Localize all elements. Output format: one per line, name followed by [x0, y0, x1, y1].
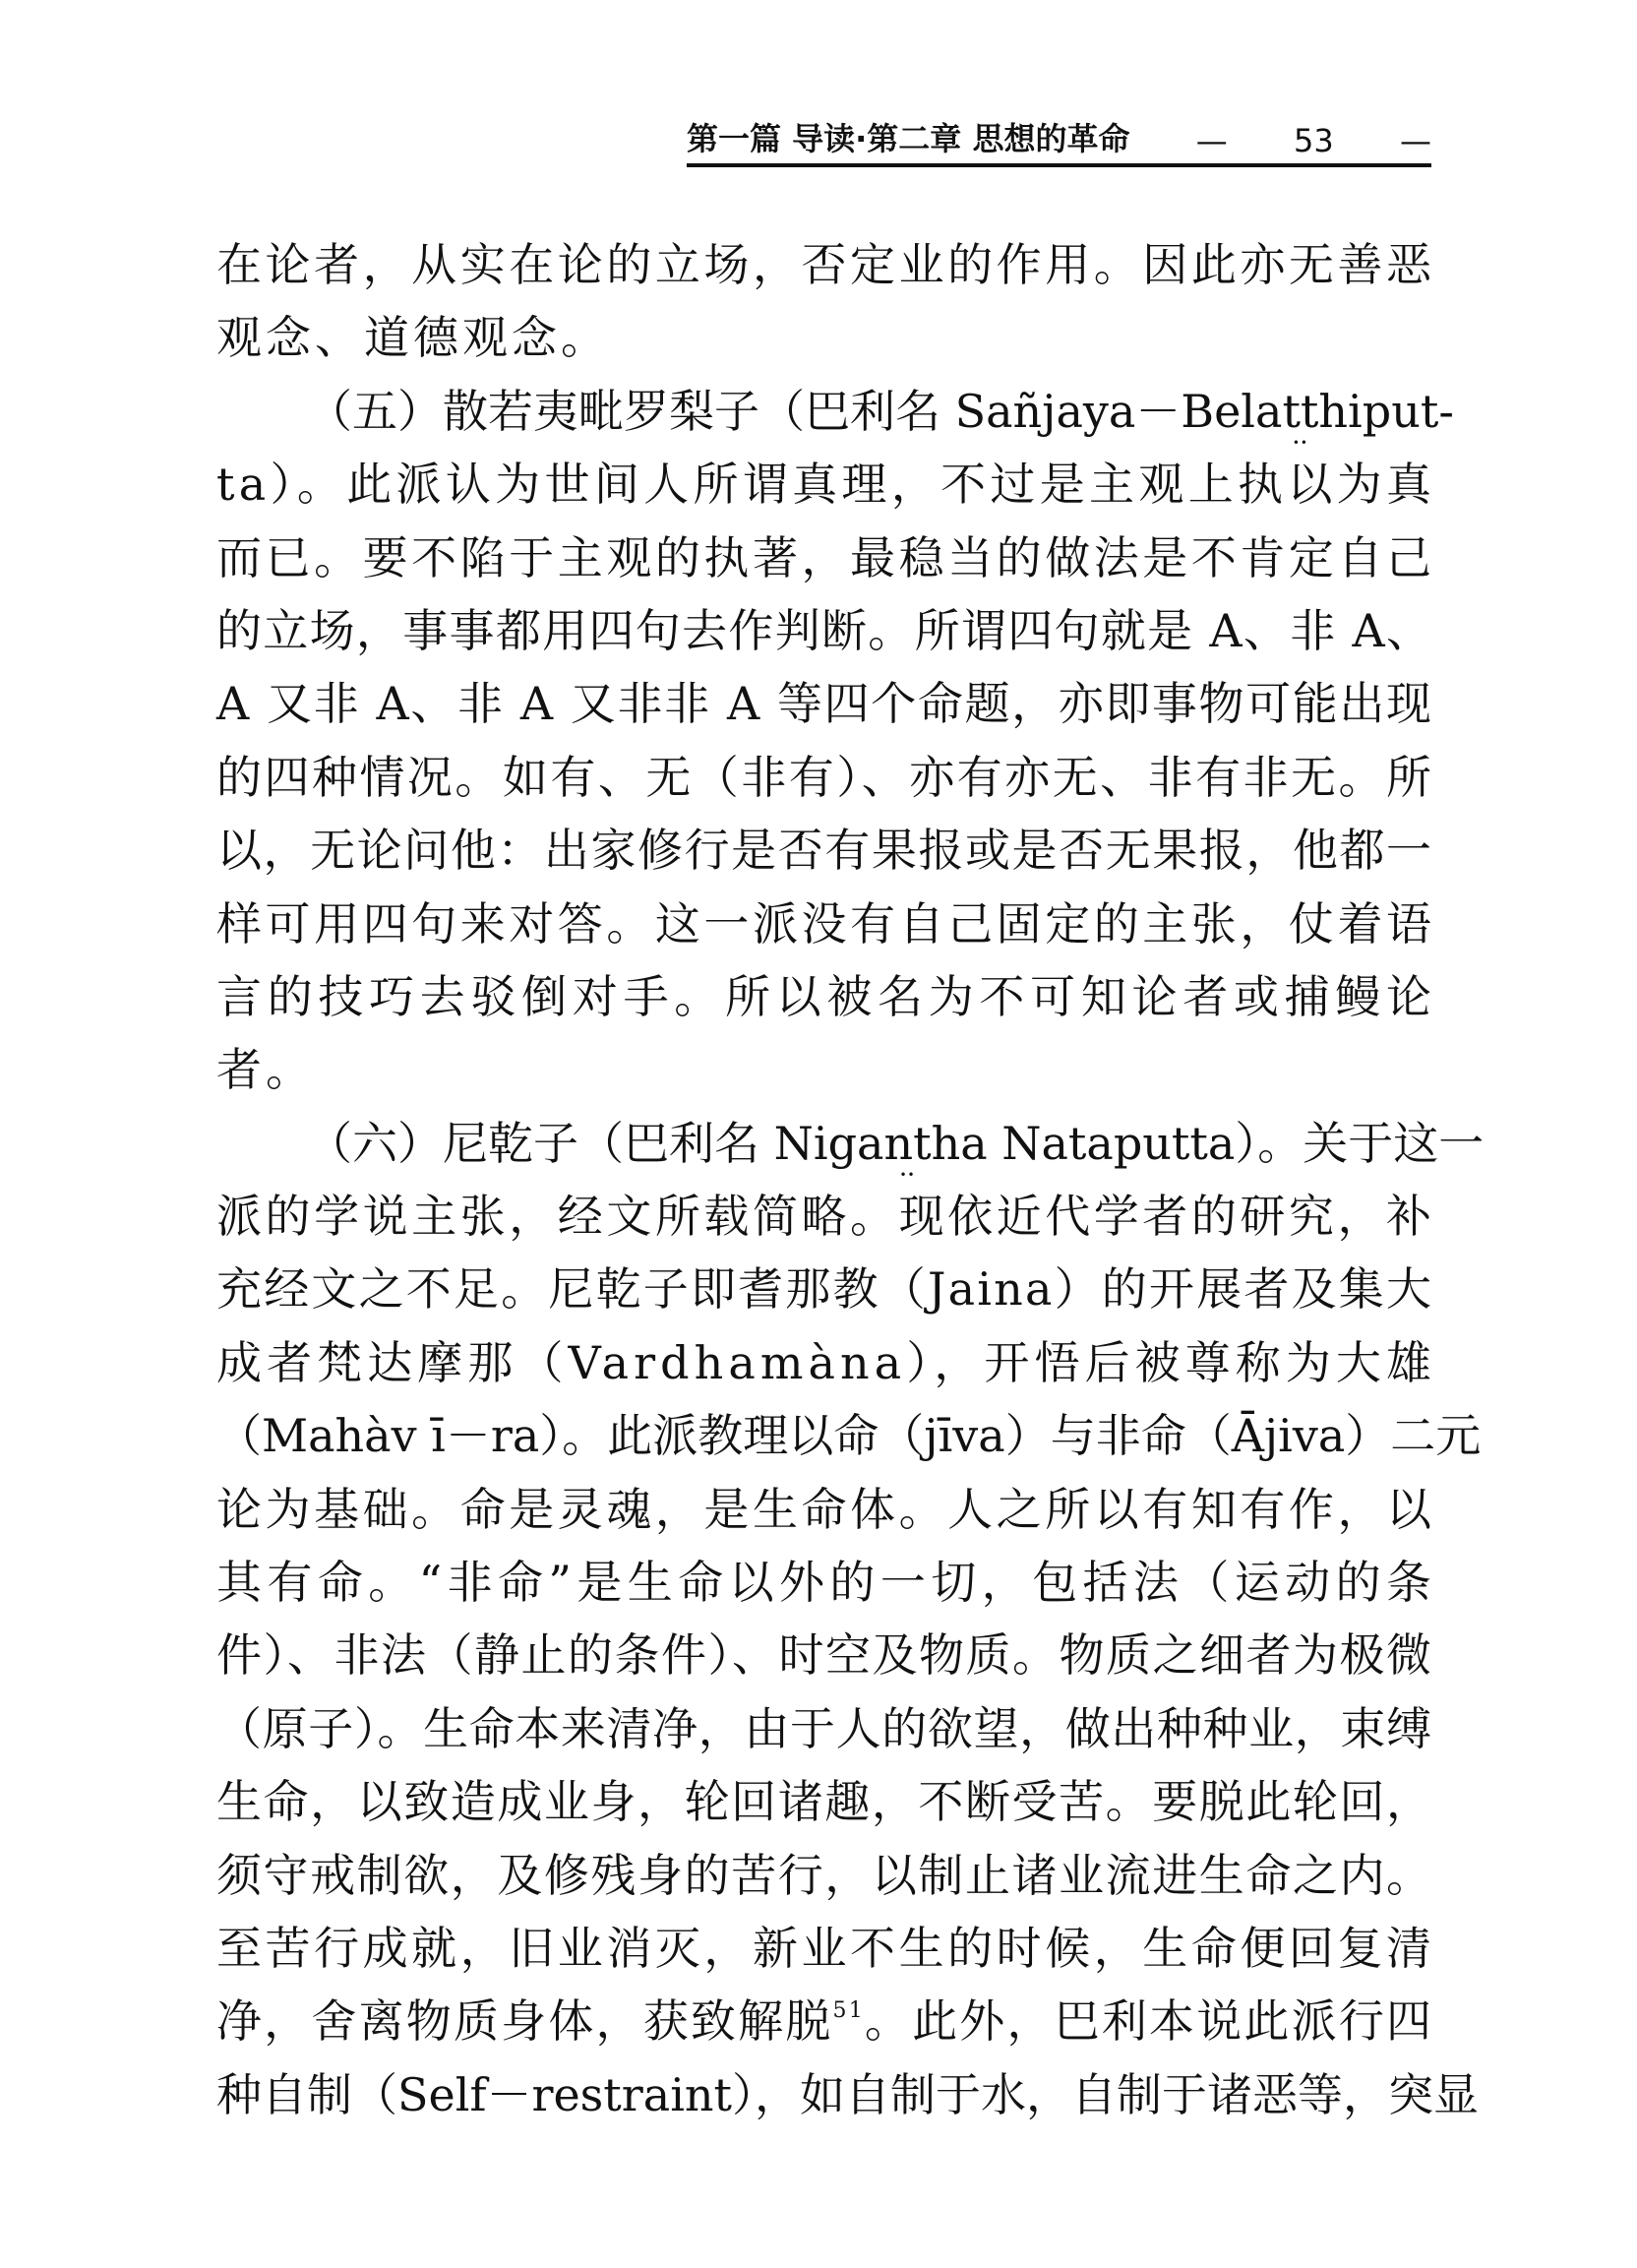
text-line — [216, 814, 1431, 887]
line-text: 生命，以致造成业身，轮回诸趣，不断受苦。要脱此轮回， — [216, 1775, 1433, 1829]
line-text: 至苦行成就，旧业消灭，新业不生的时候，生命便回复清 — [216, 1921, 1435, 1975]
text-line — [216, 1619, 1431, 1691]
line-text: 其有命。“非命”是生命以外的一切，包括法（运动的条 — [216, 1556, 1437, 1610]
line-text: 的立场，事事都用四句去作判断。所谓四句就是 A、非 A、 — [216, 603, 1433, 657]
header-dash-left: — — [1195, 122, 1228, 159]
paragraph-first-line — [216, 375, 1454, 450]
line-text: 须守戒制欲，及修残身的苦行，以制止诸业流进生命之内。 — [216, 1848, 1433, 1902]
header-title: 第一篇 导读·第二章 思想的革命 — [687, 120, 1130, 157]
text-line — [216, 667, 1431, 740]
body-text — [216, 228, 1485, 2131]
paragraph-first-line — [216, 1107, 1485, 1182]
line-text: 者。 — [216, 1043, 315, 1097]
page-number: 53 — [1293, 122, 1334, 159]
line-text: 论为基础。命是灵魂，是生命体。人之所以有知有作，以 — [216, 1482, 1435, 1536]
text-line — [216, 448, 1436, 521]
diacritic-dots: •• — [1292, 435, 1308, 450]
line-text: （原子）。生命本来清净，由于人的欲望，做出种种业，束缚 — [216, 1701, 1432, 1755]
diacritic-dots: •• — [899, 1167, 916, 1182]
text-line — [216, 1253, 1434, 1325]
line-text: 而已。要不陷于主观的执著，最稳当的做法是不肯定自己 — [216, 530, 1435, 584]
line-text: 净，舍离物质身体，获致解脱 — [216, 1994, 833, 2049]
footnote-marker[interactable]: 51 — [832, 1998, 865, 2024]
running-header — [687, 120, 1431, 167]
line-text: 样可用四句来对答。这一派没有自己固定的主张，仗着语 — [216, 896, 1435, 950]
text-line — [216, 1399, 1482, 1472]
text-line — [216, 1839, 1431, 1912]
text-line — [216, 888, 1435, 960]
line-text: 在论者，从实在论的立场，否定业的作用。因此亦无善恶 — [216, 238, 1435, 291]
line-text: 成者梵达摩那（Vardhamàna），开悟后被尊称为大雄 — [216, 1335, 1437, 1389]
line-text: 言的技巧去驳倒对手。所以被名为不可知论者或捕鳗论 — [216, 969, 1437, 1023]
text-line — [216, 741, 1434, 814]
text-line — [216, 1326, 1437, 1399]
line-text: 的四种情况。如有、无（非有）、亦有亦无、非有非无。所 — [216, 750, 1434, 804]
text-line — [216, 521, 1435, 594]
text-line — [216, 1985, 1434, 2057]
text-line — [216, 1180, 1435, 1253]
text-line — [216, 1473, 1435, 1546]
text-line — [216, 2058, 1480, 2131]
text-line — [216, 301, 1431, 374]
text-line — [216, 1546, 1437, 1619]
line-text: 派的学说主张，经文所载简略。现依近代学者的研究，补 — [216, 1190, 1435, 1244]
text-line — [216, 1033, 1431, 1106]
text-line — [216, 228, 1435, 301]
line-text: 种自制（Self－restraint），如自制于水，自制于诸恶等，突显 — [216, 2067, 1480, 2121]
header-dash-right: — — [1399, 122, 1431, 159]
line-text: A 又非 A、非 A 又非非 A 等四个命题，亦即事物可能出现 — [216, 677, 1433, 731]
text-line — [216, 594, 1431, 667]
line-text: 充经文之不足。尼乾子即耆那教（Jaina）的开展者及集大 — [216, 1262, 1434, 1317]
line-text: （六）尼乾子（巴利名 Nigantha Nataputta）。关于这一 — [307, 1116, 1485, 1170]
line-text: 观念、道德观念。 — [216, 311, 610, 365]
text-line — [216, 960, 1437, 1033]
line-text: 件）、非法（静止的条件）、时空及物质。物质之细者为极微 — [216, 1628, 1433, 1683]
line-text: （五）散若夷毗罗梨子（巴利名 Sañjaya－Belatthiput- — [307, 384, 1454, 438]
text-line — [216, 1765, 1431, 1838]
line-text: ta）。此派认为世间人所谓真理，不过是主观上执以为真 — [216, 458, 1436, 512]
text-line — [216, 1912, 1435, 1985]
line-text: （Mahàv ī－ra）。此派教理以命（jīva）与非命（Ājiva）二元 — [216, 1409, 1482, 1463]
line-text: 。此外，巴利本说此派行四 — [864, 1994, 1434, 2049]
line-text: 以，无论问他：出家修行是否有果报或是否无果报，他都一 — [216, 824, 1433, 878]
text-line — [216, 1692, 1431, 1765]
